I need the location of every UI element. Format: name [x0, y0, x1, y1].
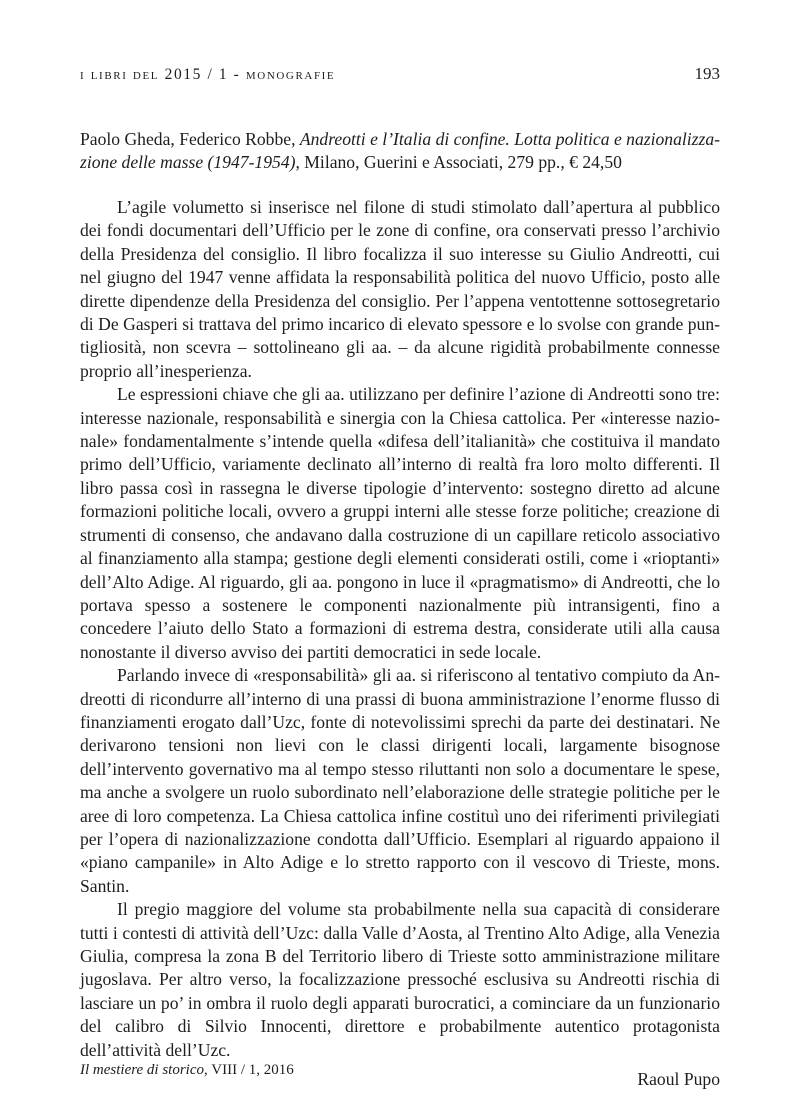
reference-title: Andreotti e l’Italia di confine. Lotta politica e nazionalizzazione delle masse (1947-1954): [80, 129, 720, 172]
footer-journal: Il mestiere di storico: [80, 1062, 205, 1078]
review-paragraph: Le espressioni chiave che gli aa. utilizzano per definire l’azione di Andreotti sono tre: interesse nazionale, responsabilità e sinergia con la Chiesa cattolica. Per «interesse nazionale» fondamentalmente s’intende quella «difesa dell’italianità» che costituiva il mandato primo dell’Ufficio, variamente declinato all’interno di realtà fra loro molto differenti. Il libro passa così in rassegna le diverse tipologie d’intervento: sostegno diretto ad alcune formazioni politiche locali, ovvero a gruppi interni alle stesse forze politiche; creazione di strumenti di consenso, che andavano dalla costruzione di un capillare reticolo associativo al finanziamento alla stampa; gestione degli elementi considerati ostili, come i «rioptanti» dell’Alto Adige. Al riguardo, gli aa. pongono in luce il «pragmatismo» di Andreotti, che lo portava spesso a sostenere le componenti nazionalmente più intransigenti, fino a concedere l’aiuto dello Stato a formazioni di estrema destra, considerate utili alla causa nonostante il diverso avviso dei partiti democratici in sede locale.: [80, 384, 720, 662]
running-header: [80, 66, 720, 86]
review-paragraph: Parlando invece di «responsabilità» gli aa. si riferiscono al tentativo compiuto da Andreotti di ricondurre all’interno di una prassi di buona amministrazione l’enorme flusso di finanziamenti erogato dall’Uzc, fonte di notevolissimi sprechi da parte dei destinatari. Ne derivarono tensioni non lievi con le classi dirigenti locali, largamente bisognose dell’intervento governativo ma al tempo stesso riluttanti non solo a documentare le spese, ma anche a svolgere un ruolo subordinato nell’elaborazione delle strategie politiche per le aree di loro competenza. La Chiesa cattolica infine costituì uno dei riferimenti privilegiati per l’opera di nazionalizzazione condotta dall’Ufficio. Esemplari al riguardo appaiono il «piano campanile» in Alto Adige e lo stretto rapporto con il vescovo di Trieste, mons. Santin.: [80, 665, 720, 896]
running-title: i libri del 2015 / 1 - monografie: [80, 66, 336, 83]
reference-authors: Paolo Gheda, Federico Robbe,: [80, 129, 300, 149]
footer-issue: , VIII / 1, 2016: [204, 1062, 294, 1078]
page-number: 193: [694, 64, 720, 83]
review-signature: Raoul Pupo: [637, 1069, 720, 1090]
book-reference: [80, 128, 720, 174]
page-footer: [80, 1062, 720, 1079]
review-paragraph: L’agile volumetto si inserisce nel filone di studi stimolato dall’apertura al pubblico dei fondi documentari dell’Ufficio per le zone di confine, ora conservati presso l’archivio della Presidenza del consiglio. Il libro focalizza il suo interesse su Giulio Andreotti, cui nel giugno del 1947 venne affidata la responsabilità politica del nuovo Ufficio, posto alle dirette dipendenze della Presidenza del consiglio. Per l’appena ventottenne sottosegretario di De Gasperi si trattava del primo incarico di elevato spessore e lo svolse con grande puntigliosità, non scevra – sottolineano gli aa. – da alcune rigidità probabilmente connesse proprio all’inesperienza.: [80, 197, 720, 381]
review-body: [80, 196, 720, 1091]
review-paragraph: Il pregio maggiore del volume sta probabilmente nella sua capacità di considerare tutti i contesti di attività dell’Uzc: dalla Valle d’Aosta, al Trentino Alto Adige, alla Venezia Giulia, compresa la zona B del Territorio libero di Trieste sotto amministrazione militare jugoslava. Per altro verso, la focalizzazione pressoché esclusiva su Andreotti rischia di lasciare un po’ in ombra il ruolo degli apparati burocratici, a cominciare da un funzionario del calibro di Silvio Innocenti, direttore e probabilmente autentico protagonista dell’attività dell’Uzc.: [80, 899, 720, 1060]
reference-publication: , Milano, Guerini e Associati, 279 pp., € 24,50: [295, 152, 622, 172]
